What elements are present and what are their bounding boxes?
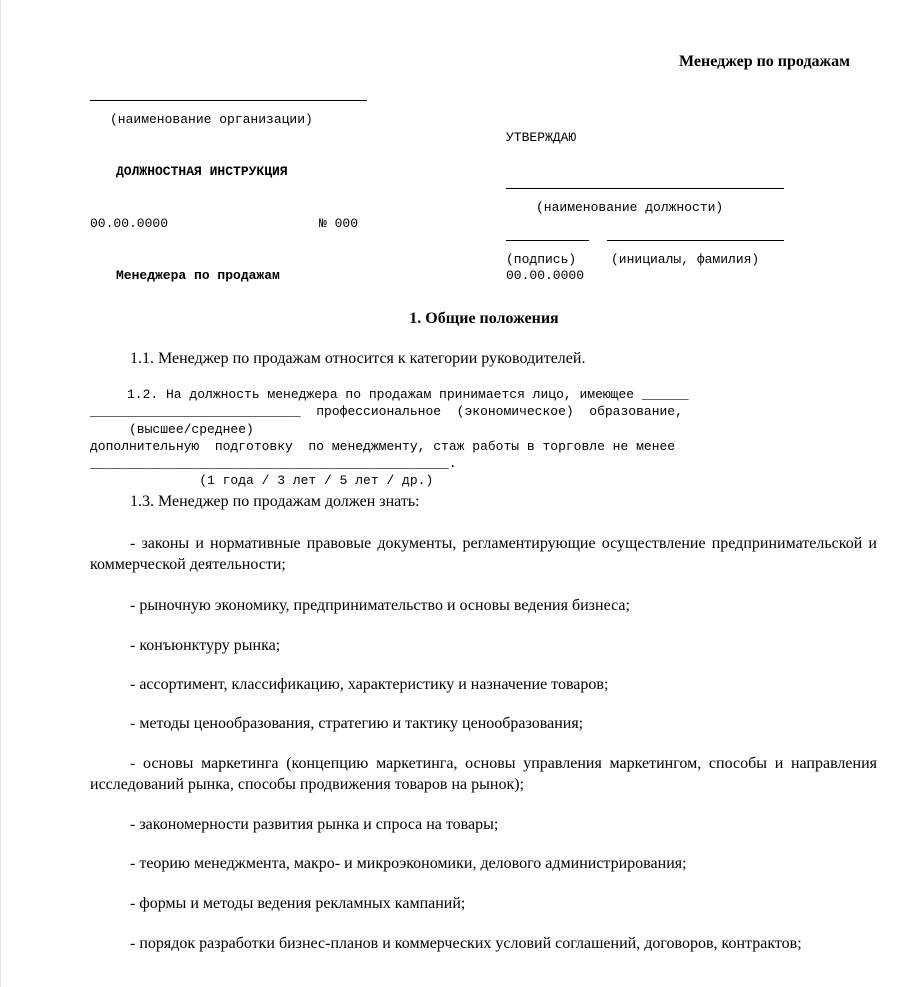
list-item: - основы маркетинга (концепцию маркетинга, основы управления маркетингом, способы и направления исследований рынка, способы продвижения товаров на рынок); xyxy=(90,755,877,793)
clause-1-2-line-2: ___________________________ профессиональное (экономическое) образование, xyxy=(90,404,683,419)
doc-number: № 000 xyxy=(319,216,359,231)
initials-caption: (инициалы, фамилия) xyxy=(611,252,760,267)
org-name-caption: (наименование организации) xyxy=(110,112,313,127)
clause-1-2-line-1: 1.2. На должность менеджера по продажам принимается лицо, имеющее ______ xyxy=(127,387,689,402)
doc-subject: Менеджера по продажам xyxy=(116,268,280,283)
list-item: - конъюнктуру рынка; xyxy=(130,637,281,654)
signature-caption: (подпись) xyxy=(506,252,577,267)
doc-type-title: ДОЛЖНОСТНАЯ ИНСТРУКЦИЯ xyxy=(116,164,288,179)
doc-date: 00.00.0000 xyxy=(90,216,169,231)
clause-1-2-line-6: (1 года / 3 лет / 5 лет / др.) xyxy=(90,473,434,488)
signature-line xyxy=(506,240,589,241)
clause-1-2-line-4: дополнительную подготовку по менеджменту, стаж работы в торговле не менее xyxy=(90,439,676,454)
list-item: - порядок разработки бизнес-планов и коммерческих условий соглашений, договоров, контрактов; xyxy=(130,935,802,952)
document-top-title: Менеджер по продажам xyxy=(679,53,851,70)
position-caption: (наименование должности) xyxy=(536,200,724,215)
approve-label: УТВЕРЖДАЮ xyxy=(506,130,577,145)
clause-1-3: 1.3. Менеджер по продажам должен знать: xyxy=(130,493,420,510)
initials-line xyxy=(607,240,784,241)
clause-1-2-line-5: ______________________________________________. xyxy=(90,456,457,471)
org-name-line xyxy=(90,100,367,101)
approve-date: 00.00.0000 xyxy=(506,268,585,283)
list-item: - рыночную экономику, предпринимательство и основы ведения бизнеса; xyxy=(130,597,630,614)
clause-1-1: 1.1. Менеджер по продажам относится к категории руководителей. xyxy=(130,350,586,367)
clause-1-2-line-3: (высшее/среднее) xyxy=(90,422,254,437)
list-item: - теорию менеджмента, макро- и микроэкономики, делового администрирования; xyxy=(130,855,687,872)
section-title: 1. Общие положения xyxy=(409,310,559,327)
position-name-line xyxy=(506,188,784,189)
list-item: - законы и нормативные правовые документы, регламентирующие осуществление предпринимательской и коммерческой деятельности; xyxy=(90,535,877,573)
list-item: - методы ценообразования, стратегию и тактику ценообразования; xyxy=(130,715,584,732)
list-item: - закономерности развития рынка и спроса на товары; xyxy=(130,816,499,833)
list-item: - формы и методы ведения рекламных кампаний; xyxy=(130,895,466,912)
list-item: - ассортимент, классификацию, характеристику и назначение товаров; xyxy=(130,676,609,693)
